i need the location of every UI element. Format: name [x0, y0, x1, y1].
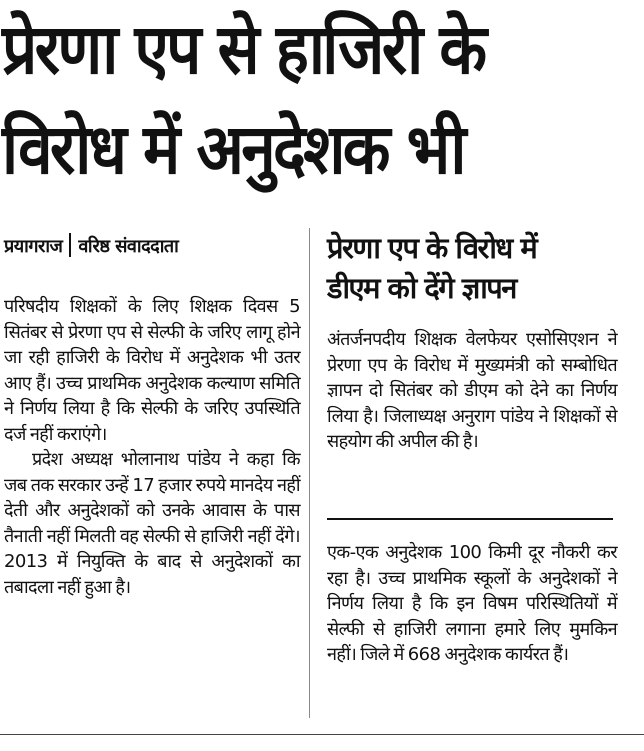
headline-line-2: विरोध में अनुदेशक भी	[2, 110, 464, 190]
headline	[2, 0, 642, 200]
byline	[4, 233, 304, 260]
sidebar-paragraph-1-text: अंतर्जनपदीय शिक्षक वेलफेयर एसोसिएशन ने प्रेरणा एप के विरोध में मुख्यमंत्री को सम्बोधित ज्ञापन दो सितंबर को डीएम को देने का निर्णय लिया है। जिलाध्यक्ष अनुराग पांडेय ने शिक्षकों से सहयोग की अपील की है।	[327, 329, 617, 452]
main-article-paragraph-2: प्रदेश अध्यक्ष भोलानाथ पांडेय ने कहा कि जब तक सरकार उन्हें 17 हजार रुपये मानदेय नहीं देती और अनुदेशकों को उनके आवास के पास तैनाती नहीं मिलती वह सेल्फी से हाजिरी नहीं देंगे। 2013 में नियुक्ति के बाद से अनुदेशकों का तबादला नहीं हुआ है।	[4, 449, 300, 598]
byline-separator	[69, 233, 71, 257]
sidebar-headline-line-2: डीएम को देंगे ज्ञापन	[327, 271, 516, 305]
sidebar-paragraph-2	[327, 540, 617, 668]
sidebar-paragraph-1	[327, 327, 617, 455]
section-rule	[327, 518, 613, 520]
main-article-body	[4, 294, 300, 600]
sidebar-headline-line-1: प्रेरणा एप के विरोध में	[327, 231, 537, 265]
headline-line-1: प्रेरणा एप से हाजिरी के	[2, 10, 485, 90]
sidebar-paragraph-2-text: एक-एक अनुदेशक 100 किमी दूर नौकरी कर रहा है। उच्च प्राथमिक स्कूलों के अनुदेशकों ने निर्णय लिया है कि इन विषम परिस्थितियों में सेल्फी से हाजिरी लगाना हमारे लिए मुमकिन नहीं। जिले में 668 अनुदेशक कार्यरत हैं।	[327, 542, 617, 665]
main-article-paragraph-1: परिषदीय शिक्षकों के लिए शिक्षक दिवस 5 सितंबर से प्रेरणा एप से सेल्फी के जरिए लागू होने जा रही हाजिरी के विरोध में अनुदेशक भी उतर आए हैं। उच्च प्राथमिक अनुदेशक कल्याण समिति ने निर्णय लिया है कि सेल्फी के जरिए उपस्थिति दर्ज नहीं कराएंगे।	[4, 296, 300, 445]
sidebar-headline	[327, 228, 627, 308]
byline-reporter: वरिष्ठ संवाददाता	[78, 236, 179, 257]
byline-place: प्रयागराज	[4, 236, 63, 257]
page-bottom-rule	[0, 734, 644, 735]
column-divider	[309, 228, 310, 718]
